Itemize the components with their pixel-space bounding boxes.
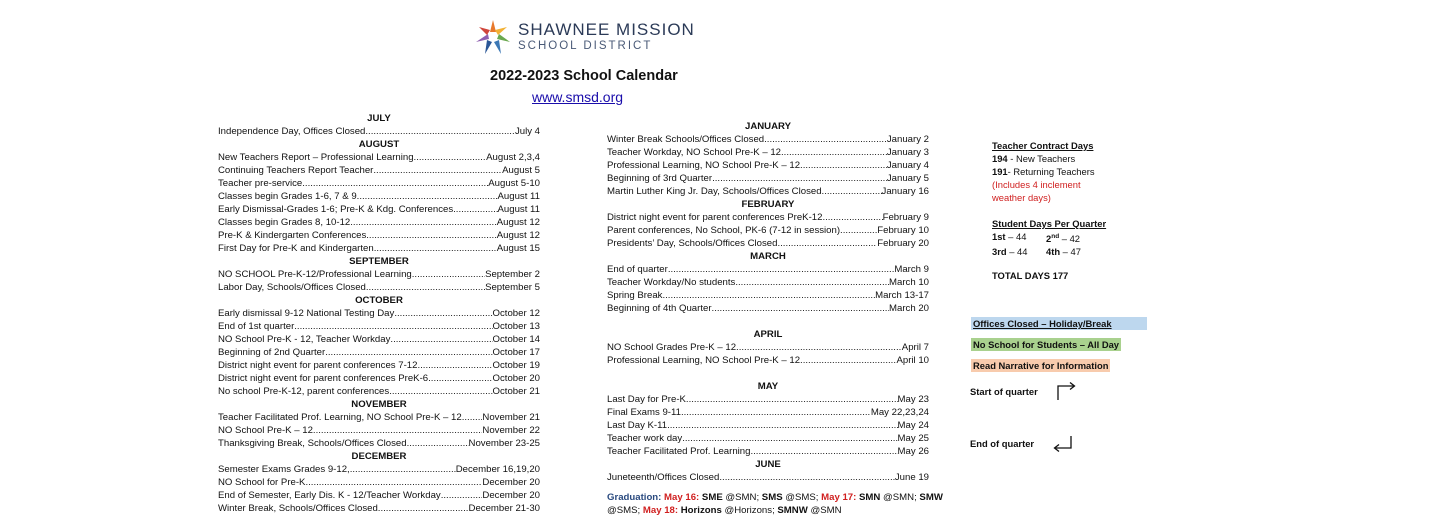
event-label: Beginning of 2nd Quarter: [218, 347, 326, 358]
event-label: District night event for parent conferences 7-12: [218, 360, 418, 371]
event-date: August 15: [496, 243, 540, 254]
event-label: NO School Grades Pre-K – 12: [607, 342, 737, 353]
event-label: Professional Learning, NO School Pre-K – 12: [607, 160, 801, 171]
graduation-venue: @SMN;: [883, 492, 917, 503]
dot-leader: [822, 185, 882, 198]
event-label: End of 1st quarter: [218, 321, 295, 332]
dot-leader: [394, 307, 492, 320]
calendar-event-row: [218, 151, 540, 164]
dot-leader: [840, 224, 877, 237]
start-quarter-arrow-icon: [1056, 381, 1078, 401]
returning-teacher-days: [992, 165, 1172, 178]
event-label: Labor Day, Schools/Offices Closed: [218, 282, 366, 293]
school-code: Horizons: [680, 505, 722, 516]
event-date: August 11: [497, 191, 540, 202]
inclement-note-2: weather days): [992, 192, 1051, 203]
calendar-event-row: [218, 359, 540, 372]
event-date: February 9: [882, 212, 929, 223]
star-burst-logo-icon: [474, 18, 512, 56]
graduation-venue: @SMN: [810, 505, 842, 516]
calendar-event-row: [218, 437, 540, 450]
school-code: SME: [701, 492, 723, 503]
event-label: Early dismissal 9-12 National Testing Day: [218, 308, 395, 319]
dot-leader: [374, 242, 497, 255]
graduation-date: May 17:: [821, 492, 857, 503]
event-date: May 24: [897, 420, 929, 431]
student-days-per-quarter: [992, 217, 1172, 258]
event-date: August 12: [496, 217, 540, 228]
dot-leader: [682, 432, 897, 445]
dot-leader: [350, 463, 456, 476]
calendar-event-row: [607, 172, 929, 185]
graduation-venue: @SMN;: [725, 492, 760, 503]
calendar-event-row: [607, 185, 929, 198]
event-date: December 16,19,20: [455, 464, 540, 475]
quarter-1-days: [992, 230, 1046, 245]
event-date: December 20: [482, 477, 540, 488]
inclement-note-1: (Includes 4 inclement: [992, 179, 1081, 190]
dot-leader: [350, 216, 497, 229]
event-label: Professional Learning, NO School Pre-K – 12: [607, 355, 801, 366]
teacher-contract-days: [992, 139, 1172, 204]
month-heading-june: JUNE: [755, 459, 781, 470]
month-heading-july: JULY: [367, 113, 391, 124]
event-date: September 2: [485, 269, 540, 280]
dot-leader: [302, 177, 488, 190]
calendar-event-row: [218, 281, 540, 294]
spacer: [607, 315, 929, 328]
calendar-event-row: [218, 372, 540, 385]
event-label: Continuing Teachers Report Teacher: [218, 165, 374, 176]
new-teacher-label: - New Teachers: [1007, 153, 1076, 164]
quarter-3-days: [992, 245, 1046, 258]
dot-leader: [313, 424, 482, 437]
event-date: August 5-10: [488, 178, 540, 189]
month-heading-september: SEPTEMBER: [349, 256, 409, 267]
event-label: End of quarter: [607, 264, 668, 275]
calendar-event-row: [218, 385, 540, 398]
calendar-event-row: [607, 146, 929, 159]
event-label: NO SCHOOL Pre-K-12/Professional Learning: [218, 269, 412, 280]
spacer: [607, 367, 929, 380]
dot-leader: [735, 276, 889, 289]
event-date: June 19: [894, 472, 929, 483]
event-date: May 25: [897, 433, 929, 444]
event-label: NO School for Pre-K: [218, 477, 306, 488]
district-logo: [474, 18, 714, 58]
event-date: March 13-17: [875, 290, 929, 301]
calendar-event-row: [218, 216, 540, 229]
calendar-event-row: [218, 268, 540, 281]
graduation-venue: @SMS;: [785, 492, 819, 503]
event-label: End of Semester, Early Dis. K - 12/Teacher Workday: [218, 490, 441, 501]
quarter-label: 4th: [1046, 246, 1061, 258]
event-date: May 22,23,24: [870, 407, 929, 418]
quarter-2-days: [1046, 230, 1106, 245]
page-title: 2022-2023 School Calendar: [490, 68, 678, 84]
calendar-event-row: [607, 211, 929, 224]
quarter-value: – 44: [1006, 246, 1028, 258]
event-date: August 12: [496, 230, 540, 241]
calendar-event-row: [607, 289, 929, 302]
event-label: Teacher Workday/No students: [607, 277, 736, 288]
school-code: SMNW: [777, 505, 808, 516]
event-date: April 10: [896, 355, 929, 366]
dot-leader: [712, 302, 889, 315]
event-label: Spring Break: [607, 290, 663, 301]
event-label: Last Day for Pre-K: [607, 394, 686, 405]
event-date: August 5: [502, 165, 540, 176]
event-date: January 3: [886, 147, 929, 158]
graduation-date: May 18:: [642, 505, 679, 516]
calendar-event-row: [218, 502, 540, 515]
quarter-label: 3rd: [992, 246, 1007, 258]
dot-leader: [668, 263, 895, 276]
month-heading-august: AUGUST: [358, 139, 400, 150]
event-label: Teacher Facilitated Prof. Learning, NO School Pre-K – 12: [218, 412, 462, 423]
event-date: February 20: [877, 238, 929, 249]
dot-leader: [719, 471, 895, 484]
event-date: January 16: [881, 186, 929, 197]
month-heading-march: MARCH: [750, 251, 786, 262]
event-date: October 13: [492, 321, 540, 332]
event-label: NO School Pre-K – 12: [218, 425, 313, 436]
calendar-event-row: [607, 237, 929, 250]
event-label: New Teachers Report – Professional Learning: [218, 152, 414, 163]
dot-leader: [412, 268, 485, 281]
end-of-quarter-label: End of quarter: [970, 438, 1035, 449]
start-of-quarter-label: Start of quarter: [970, 386, 1038, 397]
event-label: Teacher work day: [607, 433, 683, 444]
event-label: Juneteenth/Offices Closed: [607, 472, 720, 483]
calendar-event-row: [218, 489, 540, 502]
calendar-event-row: [607, 224, 929, 237]
calendar-event-row: [218, 320, 540, 333]
dot-leader: [777, 237, 877, 250]
calendar-event-row: [607, 445, 929, 458]
event-label: Teacher pre-service: [218, 178, 303, 189]
calendar-event-row: [607, 354, 929, 367]
dot-leader: [366, 281, 485, 294]
legend-read-narrative: Read Narrative for Information: [973, 360, 1109, 371]
event-date: November 23-25: [468, 438, 540, 449]
event-label: Teacher Workday, NO School Pre-K – 12: [607, 147, 782, 158]
event-date: March 9: [894, 264, 929, 275]
dot-leader: [428, 372, 492, 385]
event-date: November 21: [482, 412, 540, 423]
dot-leader: [453, 203, 497, 216]
calendar-event-row: [218, 203, 540, 216]
dot-leader: [305, 476, 482, 489]
event-label: Semester Exams Grades 9-12,: [218, 464, 350, 475]
dot-leader: [662, 289, 875, 302]
school-code: SMN: [859, 492, 881, 503]
calendar-event-row: [218, 229, 540, 242]
quarter-label: 2: [1046, 233, 1052, 245]
event-date: July 4: [514, 126, 540, 137]
dot-leader: [667, 419, 897, 432]
dot-leader: [800, 354, 896, 367]
event-label: Beginning of 3rd Quarter: [607, 173, 713, 184]
event-date: January 5: [886, 173, 929, 184]
calendar-event-row: [218, 307, 540, 320]
event-date: September 5: [485, 282, 540, 293]
district-website-link[interactable]: www.smsd.org: [532, 89, 624, 105]
event-date: March 20: [889, 303, 929, 314]
calendar-event-row: [607, 393, 929, 406]
school-code: SMS: [761, 492, 783, 503]
month-heading-november: NOVEMBER: [351, 399, 407, 410]
event-date: February 10: [877, 225, 929, 236]
new-teacher-count: 194: [992, 153, 1008, 164]
month-heading-february: FEBRUARY: [741, 199, 795, 210]
logo-name: SHAWNEE MISSION: [518, 20, 695, 39]
month-heading-january: JANUARY: [744, 121, 792, 132]
event-date: December 21-30: [468, 503, 540, 514]
dot-leader: [366, 229, 497, 242]
calendar-event-row: [607, 263, 929, 276]
event-label: District night event for parent conferences PreK-6: [218, 373, 429, 384]
event-date: August 2,3,4: [486, 152, 540, 163]
graduation-venue: @Horizons;: [724, 505, 775, 516]
event-label: Beginning of 4th Quarter: [607, 303, 712, 314]
event-date: October 21: [492, 386, 540, 397]
event-label: No school Pre-K-12, parent conferences: [218, 386, 390, 397]
teacher-contract-heading: Teacher Contract Days: [992, 140, 1094, 151]
event-label: Final Exams 9-11: [607, 407, 681, 418]
calendar-event-row: [218, 463, 540, 476]
dot-leader: [736, 341, 902, 354]
returning-teacher-count: 191: [992, 166, 1008, 177]
event-date: October 14: [492, 334, 540, 345]
event-date: October 19: [492, 360, 540, 371]
end-quarter-arrow-icon: [1052, 434, 1074, 454]
event-label: Teacher Facilitated Prof. Learning: [607, 446, 751, 457]
calendar-event-row: [218, 411, 540, 424]
new-teacher-days: [992, 152, 1172, 165]
dot-leader: [462, 411, 483, 424]
dot-leader: [294, 320, 492, 333]
dot-leader: [390, 333, 492, 346]
event-label: NO School Pre-K - 12, Teacher Workday: [218, 334, 391, 345]
right-calendar-column: [607, 120, 929, 484]
dot-leader: [781, 146, 887, 159]
quarter-value: – 44: [1005, 231, 1027, 242]
event-date: May 26: [897, 446, 929, 457]
event-label: Parent conferences, No School, PK-6 (7-12 in session): [607, 225, 841, 236]
calendar-event-row: [218, 164, 540, 177]
legend-no-school: No School for Students – All Day: [973, 339, 1120, 350]
calendar-event-row: [607, 432, 929, 445]
logo-subtitle: SCHOOL DISTRICT: [518, 40, 653, 52]
calendar-event-row: [218, 190, 540, 203]
returning-teacher-label: - Returning Teachers: [1007, 166, 1095, 177]
event-date: October 20: [492, 373, 540, 384]
calendar-event-row: [218, 424, 540, 437]
dot-leader: [686, 393, 898, 406]
dot-leader: [325, 346, 492, 359]
event-label: Presidents’ Day, Schools/Offices Closed: [607, 238, 778, 249]
dot-leader: [712, 172, 887, 185]
quarter-value: – 47: [1060, 246, 1081, 258]
dot-leader: [822, 211, 882, 224]
event-date: January 4: [886, 160, 929, 171]
calendar-event-row: [607, 159, 929, 172]
graduation-label: Graduation:: [607, 492, 662, 503]
left-calendar-column: [218, 112, 540, 515]
dot-leader: [378, 502, 469, 515]
calendar-event-row: [607, 302, 929, 315]
event-label: District night event for parent conferences PreK-12: [607, 212, 823, 223]
event-label: Last Day K-11: [607, 420, 668, 431]
dot-leader: [417, 359, 492, 372]
event-date: March 10: [889, 277, 929, 288]
legend-offices-closed: Offices Closed – Holiday/Break: [971, 317, 1147, 330]
event-date: November 22: [482, 425, 540, 436]
student-days-heading: Student Days Per Quarter: [992, 218, 1107, 229]
event-label: Early Dismissal-Grades 1-6; Pre-K & Kdg. Conferences: [218, 204, 454, 215]
calendar-event-row: [218, 346, 540, 359]
event-label: Independence Day, Offices Closed: [218, 126, 366, 137]
quarter-value: – 42: [1059, 233, 1081, 245]
graduation-venue: @SMS;: [607, 505, 641, 516]
calendar-event-row: [607, 419, 929, 432]
quarter-suffix: nd: [1051, 233, 1060, 240]
dot-leader: [365, 125, 515, 138]
month-heading-april: APRIL: [753, 329, 783, 340]
dot-leader: [764, 133, 887, 146]
calendar-event-row: [218, 177, 540, 190]
event-label: First Day for Pre-K and Kindergarten: [218, 243, 374, 254]
event-label: Winter Break Schools/Offices Closed: [607, 134, 765, 145]
event-label: Pre-K & Kindergarten Conferences: [218, 230, 367, 241]
event-date: April 7: [901, 342, 929, 353]
calendar-event-row: [607, 276, 929, 289]
event-date: January 2: [886, 134, 929, 145]
dot-leader: [414, 151, 487, 164]
quarter-label: 1st: [992, 231, 1006, 242]
dot-leader: [407, 437, 469, 450]
event-date: October 12: [492, 308, 540, 319]
event-date: October 17: [492, 347, 540, 358]
dot-leader: [750, 445, 897, 458]
school-code: SMW: [919, 492, 943, 503]
dot-leader: [800, 159, 887, 172]
dot-leader: [357, 190, 498, 203]
calendar-event-row: [607, 471, 929, 484]
dot-leader: [389, 385, 492, 398]
event-label: Thanksgiving Break, Schools/Offices Closed: [218, 438, 407, 449]
event-date: December 20: [482, 490, 540, 501]
total-days: TOTAL DAYS 177: [992, 270, 1069, 281]
calendar-event-row: [607, 133, 929, 146]
graduation-info: [607, 491, 947, 517]
calendar-event-row: [218, 125, 540, 138]
dot-leader: [441, 489, 483, 502]
calendar-event-row: [607, 341, 929, 354]
month-heading-december: DECEMBER: [351, 451, 407, 462]
dot-leader: [681, 406, 871, 419]
calendar-event-row: [218, 242, 540, 255]
event-label: Winter Break, Schools/Offices Closed: [218, 503, 378, 514]
month-heading-may: MAY: [757, 381, 779, 392]
event-date: August 11: [497, 204, 540, 215]
month-heading-october: OCTOBER: [355, 295, 403, 306]
graduation-date: May 16:: [664, 492, 700, 503]
event-label: Classes begin Grades 1-6, 7 & 9: [218, 191, 357, 202]
dot-leader: [373, 164, 502, 177]
event-label: Classes begin Grades 8, 10-12: [218, 217, 351, 228]
event-date: May 23: [897, 394, 929, 405]
calendar-event-row: [607, 406, 929, 419]
quarter-4-days: [1046, 245, 1106, 258]
calendar-event-row: [218, 333, 540, 346]
event-label: Martin Luther King Jr. Day, Schools/Offices Closed: [607, 186, 822, 197]
calendar-event-row: [218, 476, 540, 489]
